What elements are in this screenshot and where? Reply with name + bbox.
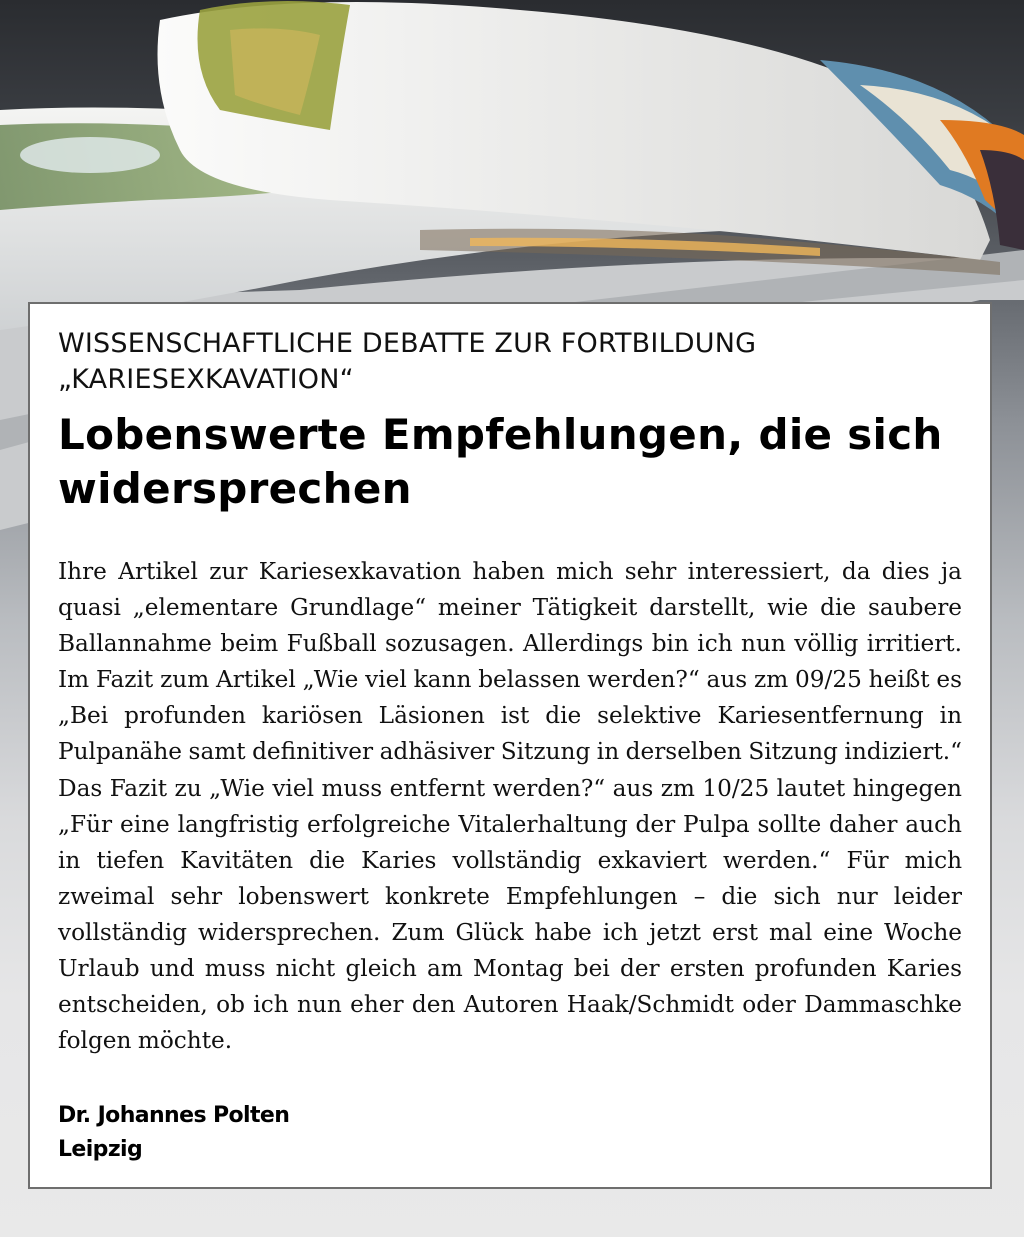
kicker-line-1: WISSENSCHAFTLICHE DEBATTE ZUR FORTBILDUNG: [58, 328, 757, 359]
author-city: Leipzig: [58, 1137, 143, 1163]
author-name: Dr. Johannes Polten: [58, 1103, 290, 1129]
article-headline: Lobenswerte Empfehlungen, die sich widersprechen: [58, 410, 943, 513]
article-kicker: [58, 326, 962, 398]
author-signature: [58, 1099, 962, 1167]
article-card: [28, 302, 992, 1189]
article-body: Ihre Artikel zur Kariesexkavation haben mich sehr interessiert, da dies ja quasi „elementare Grundlage“ meiner Tätigkeit darstellt, wie die saubere Ballannahme beim Fußball sozusagen. Allerdings bin ich nun völlig irritiert. Im Fazit zum Artikel „Wie viel kann belassen werden?“ aus zm 09/25 heißt es „Bei profunden kariösen Läsionen ist die selektive Kariesentfernung in Pulpanähe samt definitiver adhäsiver Sitzung in derselben Sitzung indiziert.“ Das Fazit zu „Wie viel muss entfernt werden?“ aus zm 10/25 lautet hingegen „Für eine langfristig erfolgreiche Vitalerhaltung der Pulpa sollte daher auch in tiefen Kavitäten die Karies vollständig exkaviert werden.“ Für mich zweimal sehr lobenswert konkrete Empfehlungen – die sich nur leider vollständig widersprechen. Zum Glück habe ich jetzt erst mal eine Woche Urlaub und muss nicht gleich am Montag bei der ersten profunden Karies entscheiden, ob ich nun eher den Autoren Haak/Schmidt oder Dammaschke folgen möchte.: [58, 558, 962, 1055]
kicker-line-2: „KARIESEXKAVATION“: [58, 364, 354, 395]
